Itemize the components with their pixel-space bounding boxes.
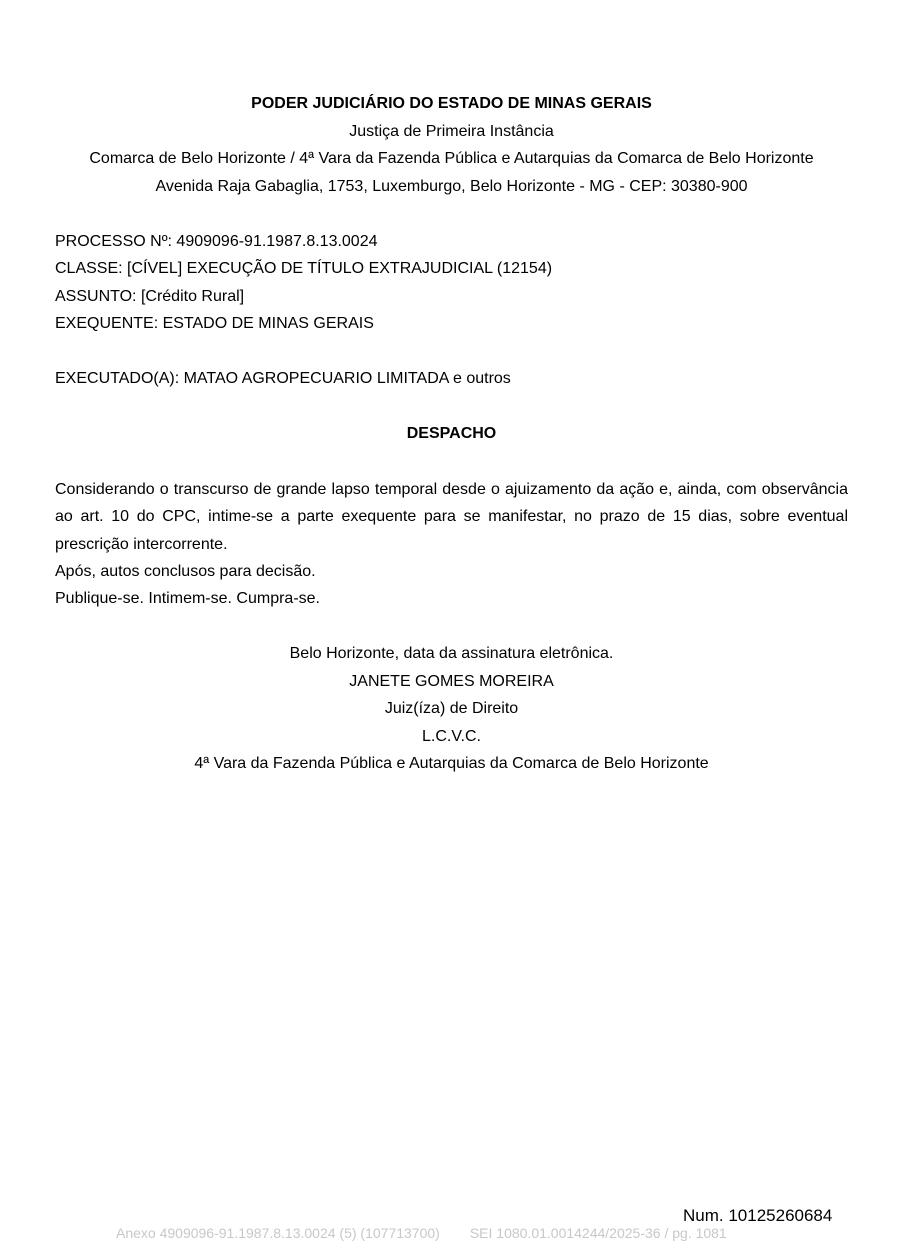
body-paragraph-publique: Publique-se. Intimem-se. Cumpra-se. bbox=[55, 590, 320, 607]
classe-line: CLASSE: [CÍVEL] EXECUÇÃO DE TÍTULO EXTRAJUDICIAL (12154) bbox=[55, 260, 553, 277]
executado-line: EXECUTADO(A): MATAO AGROPECUARIO LIMITADA e outros bbox=[55, 370, 511, 387]
annex-reference: Anexo 4909096-91.1987.8.13.0024 (5) (107713700) bbox=[116, 1225, 440, 1241]
annex-stamp bbox=[116, 1224, 727, 1242]
document-number: Num. 10125260684 bbox=[683, 1206, 833, 1225]
instance-line: Justiça de Primeira Instância bbox=[349, 123, 554, 140]
signature-court: 4ª Vara da Fazenda Pública e Autarquias da Comarca de Belo Horizonte bbox=[194, 755, 709, 772]
comarca-line: Comarca de Belo Horizonte / 4ª Vara da Fazenda Pública e Autarquias da Comarca de Belo Horizonte bbox=[89, 150, 814, 167]
body-paragraph-main: Considerando o transcurso de grande lapso temporal desde o ajuizamento da ação e, ainda, com observância ao art. 10 do CPC, intime-se a parte exequente para se manifestar, no prazo de 15 dias, sobre eventual prescrição intercorrente. bbox=[55, 481, 848, 553]
signature-place-date: Belo Horizonte, data da assinatura eletrônica. bbox=[289, 645, 614, 662]
signature-initials: L.C.V.C. bbox=[422, 728, 481, 745]
document-title: DESPACHO bbox=[406, 425, 497, 442]
body-paragraph-conclusos: Após, autos conclusos para decisão. bbox=[55, 563, 316, 580]
court-heading: PODER JUDICIÁRIO DO ESTADO DE MINAS GERAIS bbox=[251, 95, 652, 112]
sei-reference: SEI 1080.01.0014244/2025-36 / pg. 1081 bbox=[469, 1225, 727, 1241]
signature-judge-title: Juiz(íza) de Direito bbox=[384, 700, 519, 717]
signature-judge-name: JANETE GOMES MOREIRA bbox=[349, 673, 554, 690]
address-line: Avenida Raja Gabaglia, 1753, Luxemburgo, Belo Horizonte - MG - CEP: 30380-900 bbox=[155, 178, 748, 195]
processo-line: PROCESSO Nº: 4909096-91.1987.8.13.0024 bbox=[55, 233, 378, 250]
assunto-line: ASSUNTO: [Crédito Rural] bbox=[55, 288, 245, 305]
exequente-line: EXEQUENTE: ESTADO DE MINAS GERAIS bbox=[55, 315, 374, 332]
